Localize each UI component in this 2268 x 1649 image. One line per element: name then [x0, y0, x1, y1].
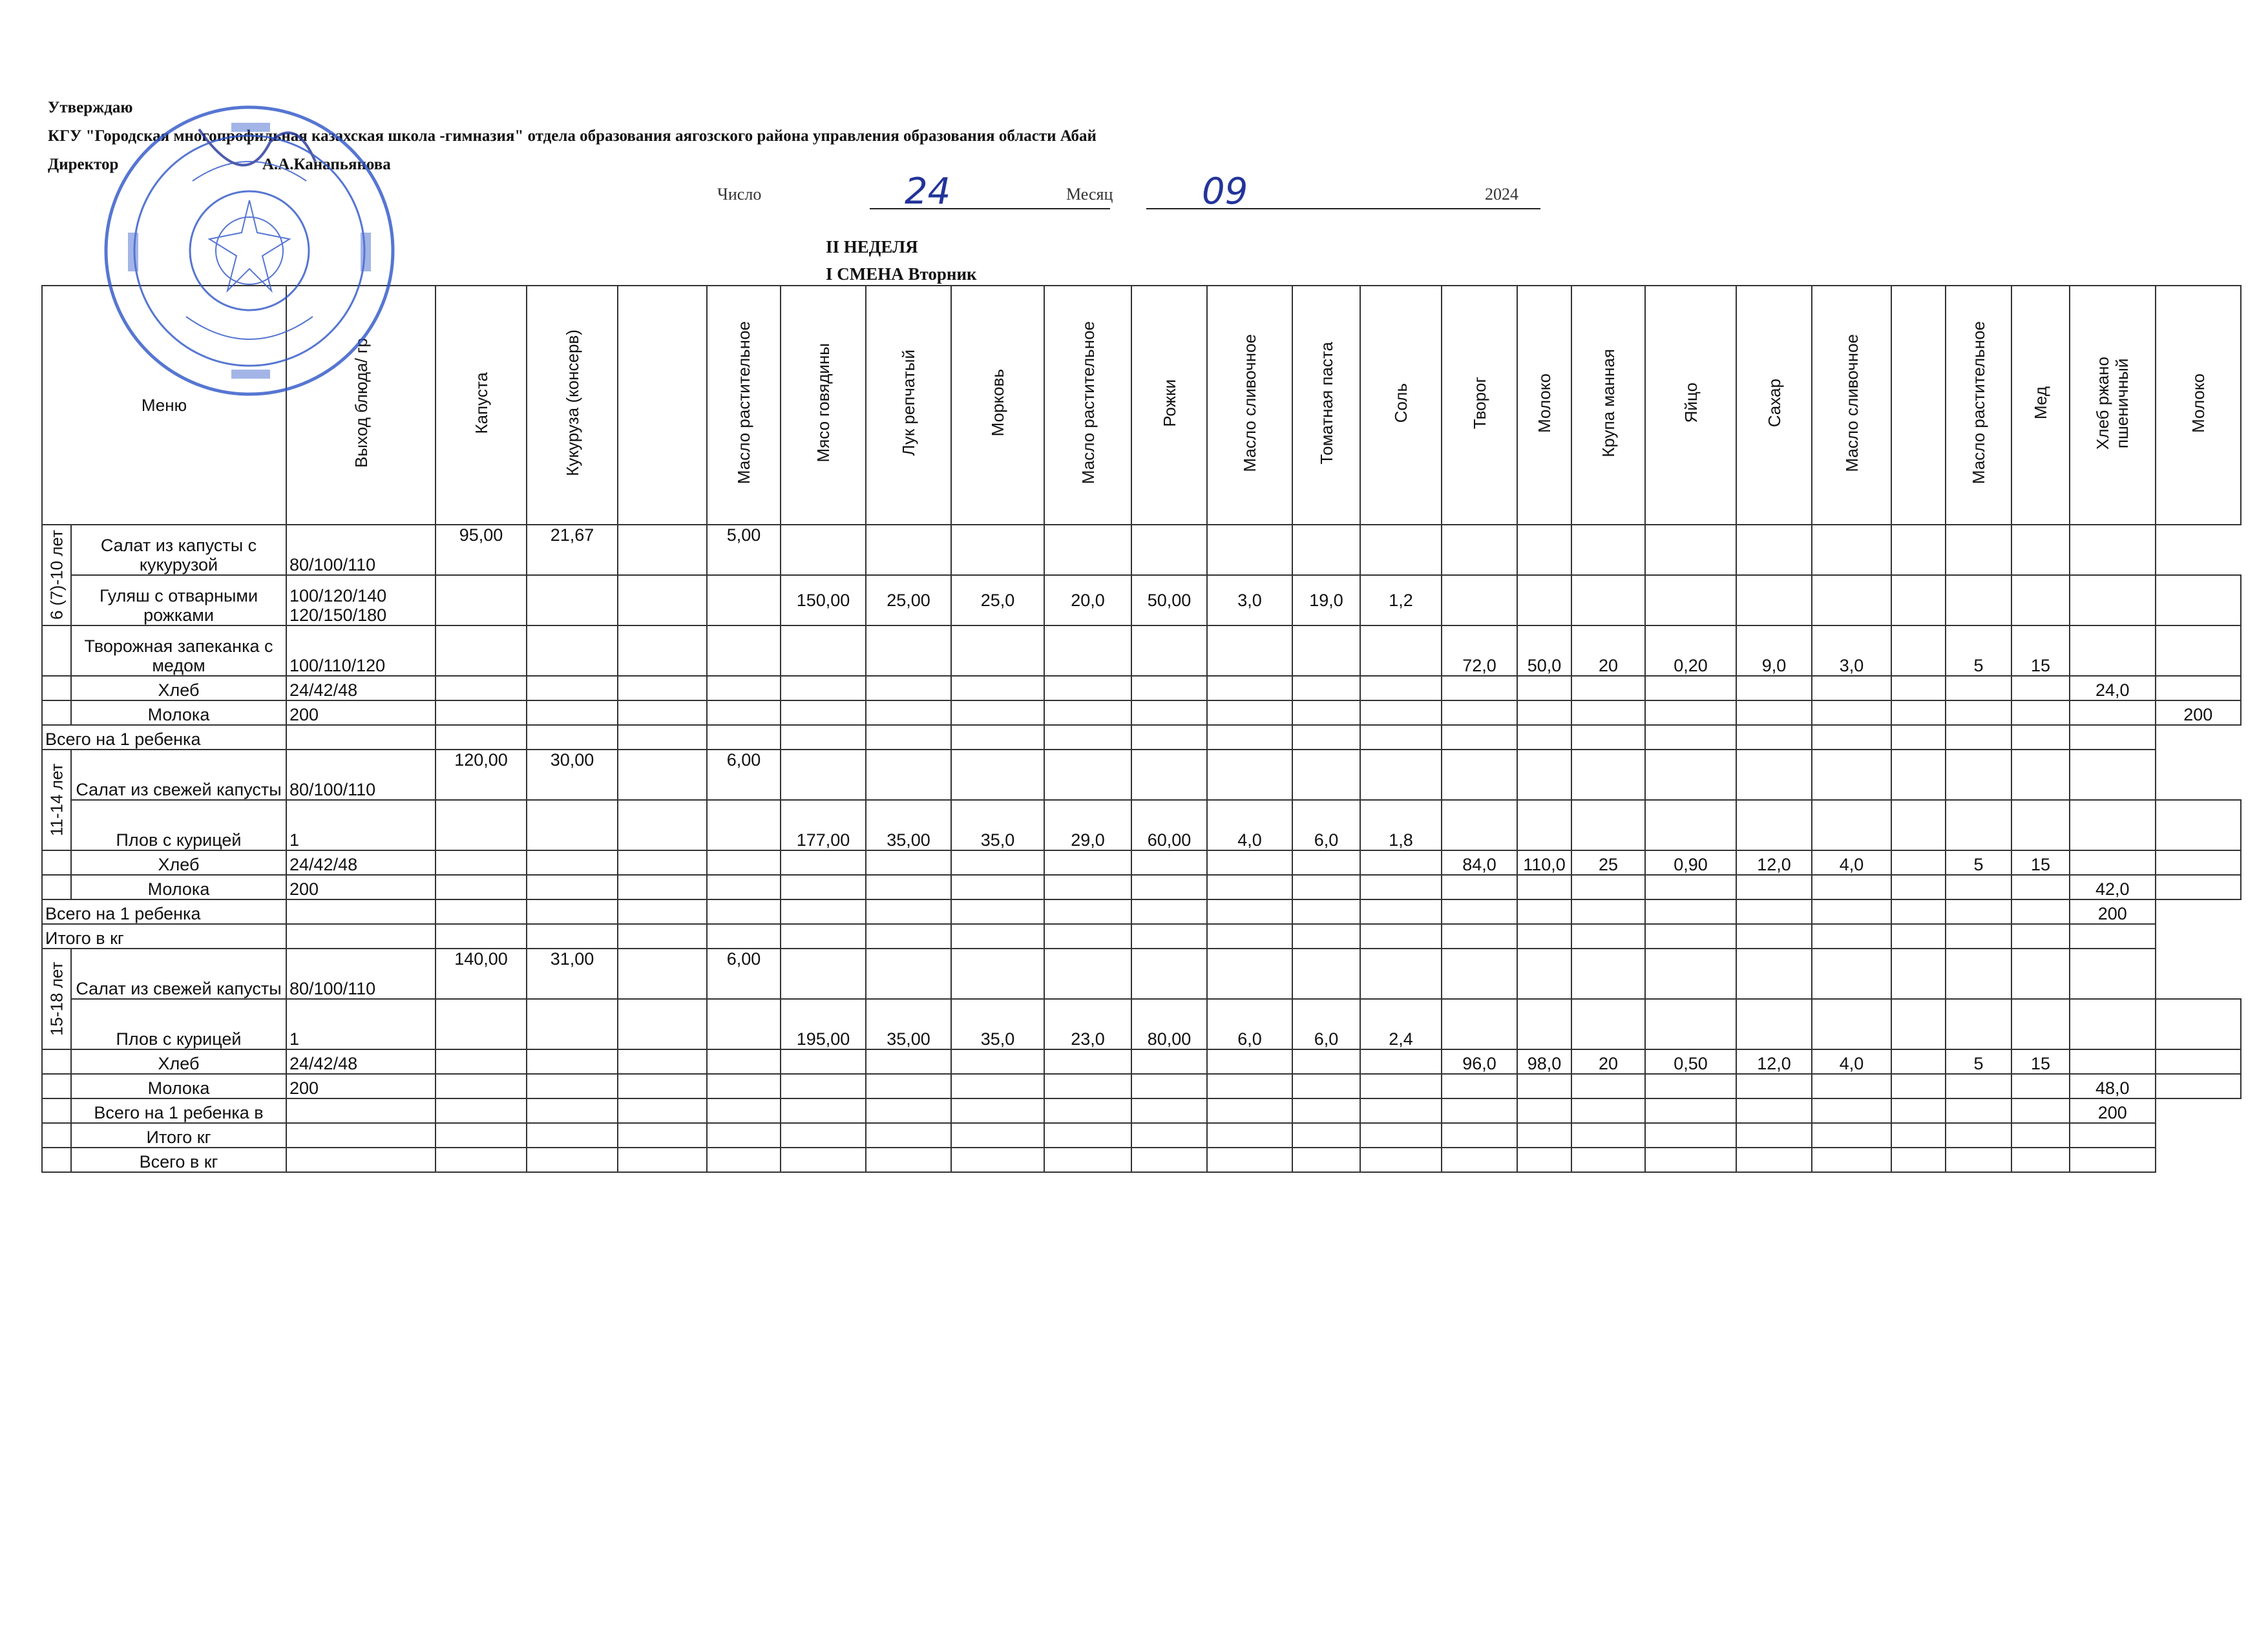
col-corn: Кукуруза (консерв)	[527, 286, 618, 525]
director-line	[48, 155, 391, 174]
table-row	[42, 700, 2241, 725]
sum-label: Итого кг	[71, 1123, 286, 1148]
cell: 177,00	[781, 800, 866, 850]
dish-name: Молока	[71, 875, 286, 899]
table-row	[42, 1074, 2241, 1098]
age-group-2: 11-14 лет	[42, 750, 71, 850]
cell: 200	[2156, 700, 2242, 725]
total-row	[42, 899, 2241, 924]
sum-row	[42, 924, 2241, 949]
cell: 25,0	[951, 575, 1044, 625]
cell: 31,00	[527, 949, 618, 999]
cell: 0,50	[1645, 1049, 1736, 1074]
cell: 25	[1571, 850, 1645, 875]
col-salt: Соль	[1360, 286, 1442, 525]
yield: 80/100/110	[286, 525, 436, 575]
col-menu: Меню	[42, 286, 286, 525]
col-milk-2: Молоко	[2156, 286, 2242, 525]
age-group-3: 15-18 лет	[42, 949, 71, 1049]
table-row	[42, 1049, 2241, 1074]
header-row	[42, 286, 2241, 525]
cell: 5	[1946, 1049, 2011, 1074]
cell: 1,2	[1360, 575, 1442, 625]
yield: 24/42/48	[286, 1049, 436, 1074]
cell: 200	[2070, 899, 2156, 924]
cell: 110,0	[1517, 850, 1571, 875]
col-empty	[618, 286, 707, 525]
cell: 50,0	[1517, 625, 1571, 676]
cell: 20	[1571, 625, 1645, 676]
yield: 1	[286, 999, 436, 1049]
yield: 80/100/110	[286, 949, 436, 999]
dish-name: Салат из капусты с кукурузой	[71, 525, 286, 575]
dish-name: Творожная запеканка с медом	[71, 625, 286, 676]
approve-label: Утверждаю	[48, 99, 133, 116]
sum-row	[42, 1123, 2241, 1148]
age-group-1: 6 (7)-10 лет	[42, 525, 71, 625]
col-butter-1: Масло сливочное	[1207, 286, 1292, 525]
cell: 30,00	[527, 750, 618, 800]
week-title: II НЕДЕЛЯ	[826, 237, 918, 257]
col-bread: Хлеб ржано пшеничный	[2070, 286, 2156, 525]
month-value: 09	[1202, 171, 1248, 213]
cell: 3,0	[1812, 625, 1891, 676]
cell: 15	[2011, 625, 2070, 676]
cell: 35,0	[951, 999, 1044, 1049]
cell: 6,00	[707, 750, 781, 800]
col-honey: Мед	[2011, 286, 2070, 525]
yield: 200	[286, 1074, 436, 1098]
cell: 50,00	[1131, 575, 1207, 625]
col-beef: Мясо говядины	[781, 286, 866, 525]
col-semolina: Крупа манная	[1571, 286, 1645, 525]
cell: 15	[2011, 850, 2070, 875]
day-value: 24	[905, 171, 951, 213]
col-pasta: Рожки	[1131, 286, 1207, 525]
cell: 6,00	[707, 949, 781, 999]
cell: 150,00	[781, 575, 866, 625]
cell: 5	[1946, 850, 2011, 875]
dish-name: Гуляш с отварными рожками	[71, 575, 286, 625]
cell: 21,67	[527, 525, 618, 575]
col-yield: Выход блюда/ гр	[286, 286, 436, 525]
cell: 195,00	[781, 999, 866, 1049]
total-row	[42, 1098, 2241, 1123]
table-row	[42, 676, 2241, 700]
cell: 80,00	[1131, 999, 1207, 1049]
grand-total-row	[42, 1148, 2241, 1172]
total-label: Всего на 1 ребенка	[42, 725, 286, 750]
date-line	[717, 171, 1557, 213]
cell: 5,00	[707, 525, 781, 575]
cell: 72,0	[1442, 625, 1517, 676]
day-label: Число	[717, 185, 762, 204]
total-label: Всего на 1 ребенка в	[71, 1098, 286, 1123]
cell: 29,0	[1044, 800, 1131, 850]
cell: 12,0	[1736, 1049, 1812, 1074]
cell: 48,0	[2070, 1074, 2156, 1098]
director-name: А.А.Канапьянова	[262, 156, 391, 173]
col-milk-1: Молоко	[1517, 286, 1571, 525]
cell: 15	[2011, 1049, 2070, 1074]
col-butter-2: Масло сливочное	[1812, 286, 1891, 525]
total-label: Всего на 1 ребенка	[42, 899, 286, 924]
cell: 19,0	[1292, 575, 1360, 625]
yield: 24/42/48	[286, 850, 436, 875]
col-sugar: Сахар	[1736, 286, 1812, 525]
cell: 96,0	[1442, 1049, 1517, 1074]
yield: 1	[286, 800, 436, 850]
cell: 0,90	[1645, 850, 1736, 875]
cell: 4,0	[1207, 800, 1292, 850]
dish-name: Плов с курицей	[71, 999, 286, 1049]
dish-name: Хлеб	[71, 850, 286, 875]
dish-name: Плов с курицей	[71, 800, 286, 850]
cell: 95,00	[436, 525, 527, 575]
col-veg-oil-3: Масло растительное	[1946, 286, 2011, 525]
cell: 120,00	[436, 750, 527, 800]
yield: 80/100/110	[286, 750, 436, 800]
col-egg: Яйцо	[1645, 286, 1736, 525]
cell: 2,4	[1360, 999, 1442, 1049]
total-row	[42, 725, 2241, 750]
month-label: Месяц	[1066, 185, 1113, 204]
cell: 6,0	[1207, 999, 1292, 1049]
yield: 100/120/140 120/150/180	[286, 575, 436, 625]
cell: 84,0	[1442, 850, 1517, 875]
col-cabbage: Капуста	[436, 286, 527, 525]
dish-name: Молока	[71, 1074, 286, 1098]
table-row	[42, 949, 2241, 999]
col-veg-oil-1: Масло растительное	[707, 286, 781, 525]
director-label: Директор	[48, 156, 119, 173]
cell: 3,0	[1207, 575, 1292, 625]
table-row	[42, 525, 2241, 575]
cell: 4,0	[1812, 850, 1891, 875]
cell: 6,0	[1292, 800, 1360, 850]
shift-title: I СМЕНА Вторник	[826, 264, 977, 284]
table-row	[42, 750, 2241, 800]
cell: 42,0	[2070, 875, 2156, 899]
cell: 35,0	[951, 800, 1044, 850]
organization-name: КГУ "Городская многопрофильная казахская школа -гимназия" отдела образования аягозского района управления образования области Абай	[48, 127, 1097, 145]
cell: 35,00	[866, 999, 951, 1049]
col-onion: Лук репчатый	[866, 286, 951, 525]
cell: 9,0	[1736, 625, 1812, 676]
table-row	[42, 800, 2241, 850]
yield: 200	[286, 875, 436, 899]
col-veg-oil-2: Масло растительное	[1044, 286, 1131, 525]
cell: 60,00	[1131, 800, 1207, 850]
menu-table	[41, 285, 2242, 1173]
cell: 24,0	[2070, 676, 2156, 700]
yield: 200	[286, 700, 436, 725]
cell: 12,0	[1736, 850, 1812, 875]
cell: 4,0	[1812, 1049, 1891, 1074]
dish-name: Салат из свежей капусты	[71, 750, 286, 800]
cell: 6,0	[1292, 999, 1360, 1049]
col-carrot: Морковь	[951, 286, 1044, 525]
cell: 140,00	[436, 949, 527, 999]
table-row	[42, 575, 2241, 625]
table-row	[42, 625, 2241, 676]
grand-total-label: Всего в кг	[71, 1148, 286, 1172]
cell: 0,20	[1645, 625, 1736, 676]
table-row	[42, 999, 2241, 1049]
cell: 20,0	[1044, 575, 1131, 625]
cell: 5	[1946, 625, 2011, 676]
cell: 23,0	[1044, 999, 1131, 1049]
dish-name: Молока	[71, 700, 286, 725]
dish-name: Хлеб	[71, 676, 286, 700]
cell: 35,00	[866, 800, 951, 850]
col-empty-2	[1891, 286, 1946, 525]
table-row	[42, 850, 2241, 875]
dish-name: Хлеб	[71, 1049, 286, 1074]
year-value: 2024	[1485, 185, 1518, 204]
cell: 98,0	[1517, 1049, 1571, 1074]
dish-name: Салат из свежей капусты	[71, 949, 286, 999]
yield: 100/110/120	[286, 625, 436, 676]
yield: 24/42/48	[286, 676, 436, 700]
cell: 200	[2070, 1098, 2156, 1123]
table-row	[42, 875, 2241, 899]
cell: 25,00	[866, 575, 951, 625]
sum-label: Итого в кг	[42, 924, 286, 949]
cell: 20	[1571, 1049, 1645, 1074]
cell: 1,8	[1360, 800, 1442, 850]
col-tomato-paste: Томатная паста	[1292, 286, 1360, 525]
col-cottage-cheese: Творог	[1442, 286, 1517, 525]
